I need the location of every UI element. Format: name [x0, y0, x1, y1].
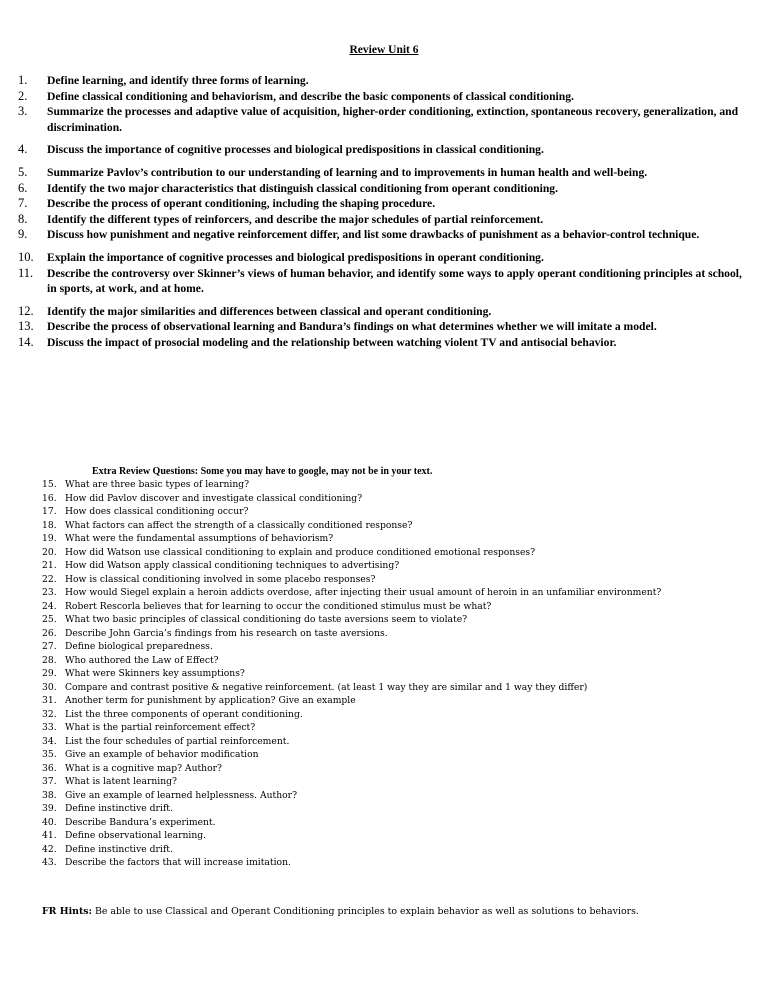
question-number: 41. [42, 830, 57, 841]
question-number: 12. [18, 303, 34, 318]
extra-question-item [42, 478, 752, 492]
question-text: How did Watson apply classical conditioning techniques to advertising? [65, 560, 400, 571]
question-text: Discuss the importance of cognitive processes and biological predispositions in classical conditioning. [47, 143, 544, 157]
main-question-item [18, 266, 748, 297]
question-text: What were Skinners key assumptions? [65, 668, 245, 679]
main-question-list [18, 73, 748, 351]
question-text: Discuss the impact of prosocial modeling and the relationship between watching violent TV and antisocial behavior. [47, 335, 617, 349]
question-number: 40. [42, 816, 57, 828]
fr-hints-text: Be able to use Classical and Operant Conditioning principles to explain behavior as well as solutions to behaviors. [95, 906, 639, 917]
question-text: List the four schedules of partial reinforcement. [65, 735, 290, 747]
question-number: 11. [18, 265, 34, 280]
extra-question-item [42, 721, 752, 735]
question-text: Describe the factors that will increase imitation. [65, 857, 291, 868]
fr-hints-label: FR Hints: [42, 906, 93, 917]
extra-question-item [42, 789, 752, 803]
question-number: 14. [18, 334, 34, 349]
main-question-item [18, 212, 748, 228]
main-question-item [18, 73, 748, 89]
question-text: Describe the process of operant conditioning, including the shaping procedure. [47, 197, 436, 211]
fr-hints [42, 906, 752, 917]
extra-question-item [42, 762, 752, 776]
question-text: How would Siegel explain a heroin addicts overdose, after injecting their usual amount of heroin in an unfamiliar environment? [65, 587, 662, 598]
extra-question-item [42, 816, 752, 830]
main-question-item [18, 104, 748, 135]
question-number: 30. [42, 681, 57, 693]
question-text: Define instinctive drift. [65, 803, 173, 814]
question-number: 8. [18, 211, 28, 226]
question-text: Identify the different types of reinforcers, and describe the major schedules of partial reinforcement. [47, 212, 544, 226]
question-number: 32. [42, 708, 57, 720]
question-text: What is latent learning? [65, 776, 177, 787]
extra-question-item [42, 519, 752, 533]
question-text: Define classical conditioning and behaviorism, and describe the basic components of classical conditioning. [47, 89, 574, 103]
question-text: Define instinctive drift. [65, 843, 173, 855]
question-number: 42. [42, 843, 57, 855]
question-text: Discuss how punishment and negative reinforcement differ, and list some drawbacks of punishment as a behavior-control technique. [47, 228, 700, 242]
question-number: 27. [42, 641, 57, 652]
extra-question-item [42, 775, 752, 789]
extra-question-item [42, 667, 752, 681]
extra-review-heading: Extra Review Questions: Some you may have to google, may not be in your text. [92, 466, 433, 477]
main-question-item [18, 165, 748, 181]
question-text: Identify the major similarities and differences between classical and operant conditioning. [47, 304, 492, 318]
question-number: 35. [42, 749, 57, 760]
question-text: What two basic principles of classical conditioning do taste aversions seem to violate? [65, 614, 468, 625]
question-number: 36. [42, 762, 57, 774]
extra-question-item [42, 559, 752, 573]
question-text: Summarize Pavlov’s contribution to our understanding of learning and to improvements in human health and well-being. [47, 165, 648, 179]
question-number: 5. [18, 164, 28, 179]
question-number: 10. [18, 249, 34, 264]
extra-question-item [42, 843, 752, 857]
question-number: 7. [18, 196, 28, 211]
question-text: Explain the importance of cognitive processes and biological predispositions in operant conditioning. [47, 250, 544, 264]
question-text: Robert Rescorla believes that for learning to occur the conditioned stimulus must be what? [65, 600, 492, 612]
extra-question-item [42, 802, 752, 816]
question-number: 39. [42, 803, 57, 814]
extra-question-item [42, 613, 752, 627]
question-text: Summarize the processes and adaptive value of acquisition, higher-order conditioning, extinction, spontaneous recovery, generalization, and discrimination. [47, 105, 739, 134]
question-text: Describe Bandura’s experiment. [65, 816, 216, 828]
extra-question-item [42, 735, 752, 749]
question-text: Give an example of behavior modification [65, 749, 259, 760]
question-number: 33. [42, 722, 57, 733]
main-question-item [18, 196, 748, 212]
question-number: 31. [42, 695, 57, 706]
extra-question-list [42, 478, 752, 870]
question-number: 22. [42, 573, 57, 585]
question-text: What is a cognitive map? Author? [65, 762, 222, 774]
question-number: 25. [42, 614, 57, 625]
question-number: 34. [42, 735, 57, 747]
extra-question-item [42, 694, 752, 708]
question-number: 4. [18, 142, 28, 157]
question-number: 6. [18, 180, 28, 195]
main-question-item [18, 250, 748, 266]
question-number: 21. [42, 560, 57, 571]
question-number: 15. [42, 479, 57, 490]
extra-question-item [42, 586, 752, 600]
question-text: How is classical conditioning involved in some placebo responses? [65, 573, 376, 585]
main-question-item [18, 142, 748, 158]
extra-question-item [42, 505, 752, 519]
question-text: Define biological preparedness. [65, 641, 213, 652]
extra-question-item [42, 627, 752, 641]
question-text: Another term for punishment by application? Give an example [65, 695, 356, 706]
question-number: 18. [42, 519, 57, 531]
extra-question-item [42, 708, 752, 722]
question-text: Define observational learning. [65, 830, 207, 841]
question-text: What factors can affect the strength of a classically conditioned response? [65, 519, 413, 531]
main-question-item [18, 319, 748, 335]
question-number: 43. [42, 857, 57, 868]
main-question-item [18, 227, 748, 243]
question-text: Describe the process of observational learning and Bandura’s findings on what determines whether we will imitate a model. [47, 320, 657, 334]
main-question-item [18, 89, 748, 105]
main-question-item [18, 335, 748, 351]
extra-question-item [42, 600, 752, 614]
question-number: 24. [42, 600, 57, 612]
question-number: 16. [42, 492, 57, 504]
extra-question-item [42, 640, 752, 654]
extra-question-item [42, 546, 752, 560]
question-text: How did Watson use classical conditioning to explain and produce conditioned emotional responses? [65, 546, 536, 558]
question-text: Identify the two major characteristics that distinguish classical conditioning from operant conditioning. [47, 181, 558, 195]
question-text: List the three components of operant conditioning. [65, 708, 303, 720]
question-number: 1. [18, 73, 28, 87]
question-number: 20. [42, 546, 57, 558]
question-text: Describe the controversy over Skinner’s views of human behavior, and identify some ways to apply operant conditioning principles at school, in sports, at work, and at home. [47, 266, 742, 296]
extra-question-item [42, 681, 752, 695]
extra-question-item [42, 532, 752, 546]
question-number: 37. [42, 776, 57, 787]
extra-question-item [42, 829, 752, 843]
question-number: 29. [42, 668, 57, 679]
extra-question-item [42, 573, 752, 587]
main-question-item [18, 304, 748, 320]
question-number: 38. [42, 789, 57, 801]
extra-question-item [42, 748, 752, 762]
question-number: 26. [42, 627, 57, 639]
question-number: 13. [18, 319, 34, 334]
extra-question-item [42, 492, 752, 506]
extra-question-item [42, 856, 752, 870]
question-text: Describe John Garcia’s findings from his research on taste aversions. [65, 627, 388, 639]
question-number: 9. [18, 227, 28, 242]
question-text: How did Pavlov discover and investigate classical conditioning? [65, 492, 363, 504]
extra-question-item [42, 654, 752, 668]
question-number: 2. [18, 88, 28, 103]
question-number: 17. [42, 506, 57, 517]
question-text: Compare and contrast positive & negative reinforcement. (at least 1 way they are similar and 1 way they differ) [65, 681, 588, 693]
question-text: Give an example of learned helplessness. Author? [65, 789, 297, 801]
question-text: What are three basic types of learning? [65, 479, 250, 490]
question-text: How does classical conditioning occur? [65, 506, 249, 517]
page-title: Review Unit 6 [349, 44, 419, 56]
question-text: What is the partial reinforcement effect? [65, 722, 256, 733]
main-question-item [18, 181, 748, 197]
question-number: 19. [42, 533, 57, 544]
question-text: Who authored the Law of Effect? [65, 654, 219, 666]
question-number: 23. [42, 587, 57, 598]
question-number: 28. [42, 654, 57, 666]
question-number: 3. [18, 104, 28, 119]
question-text: Define learning, and identify three forms of learning. [47, 74, 309, 87]
question-text: What were the fundamental assumptions of behaviorism? [65, 533, 334, 544]
